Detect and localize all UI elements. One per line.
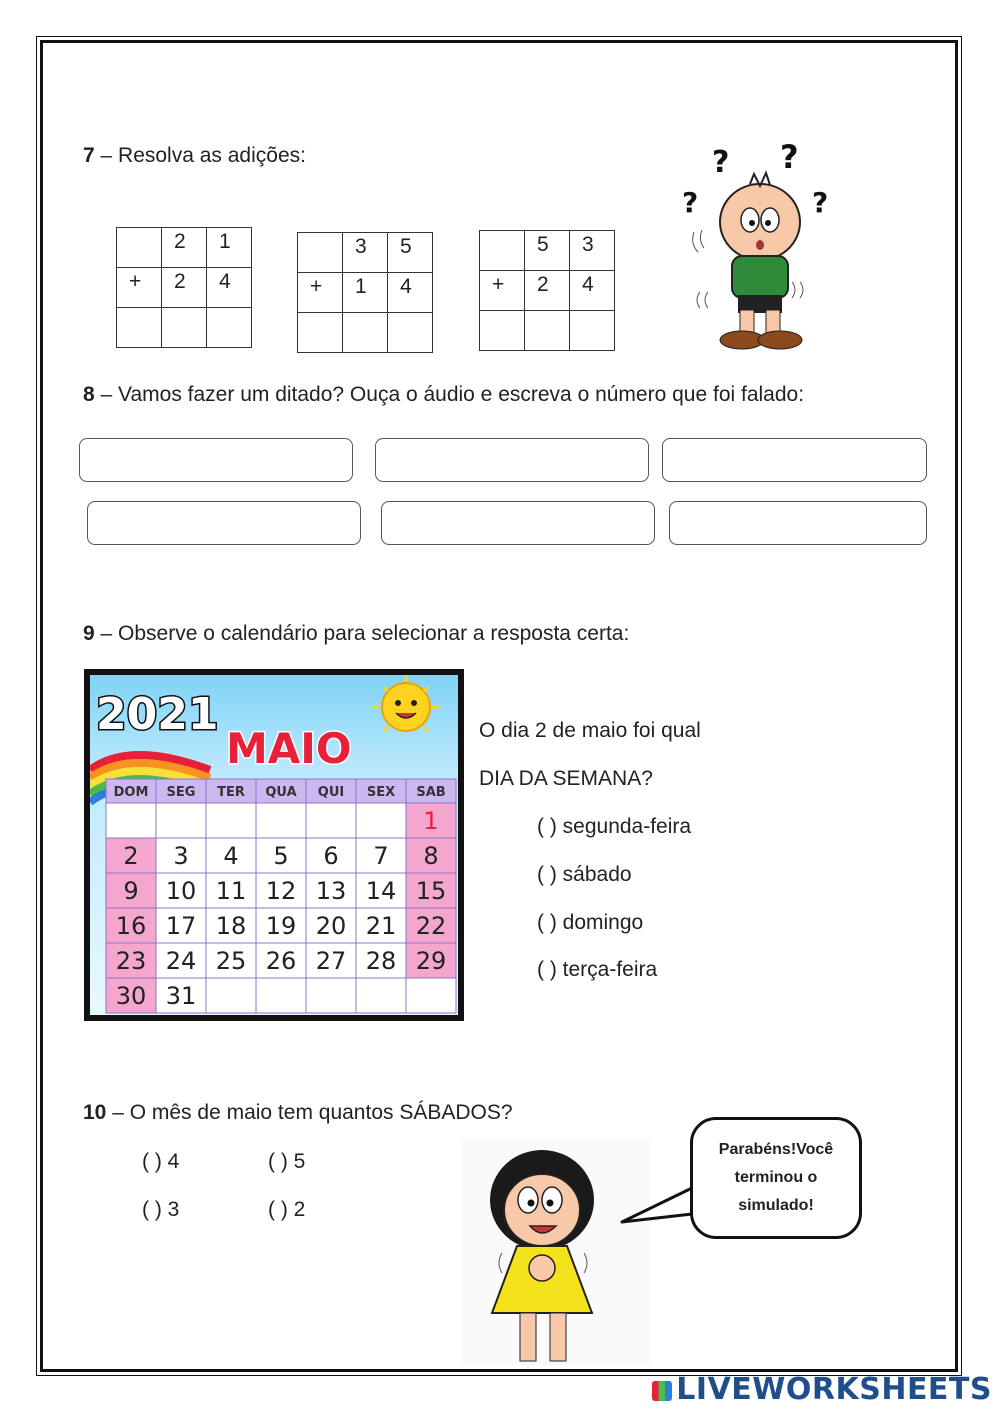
calendar-day-number: 23 <box>115 947 147 975</box>
calendar-day-number: 12 <box>265 877 297 905</box>
calendar-day-number: 28 <box>365 947 397 975</box>
answer-cell[interactable] <box>343 313 388 353</box>
calendar-day-number: 13 <box>315 877 347 905</box>
option-4[interactable]: ( ) 4 <box>142 1150 180 1173</box>
grid-cell: 1 <box>343 273 388 313</box>
calendar-day-number: 29 <box>415 947 447 975</box>
question-10 <box>83 1101 513 1125</box>
grid-cell: 2 <box>162 228 207 268</box>
liveworksheets-logo <box>652 1372 992 1407</box>
dictation-answer-box-1[interactable] <box>79 438 353 482</box>
weekday-label: SEX <box>366 785 396 800</box>
option-5[interactable]: ( ) 5 <box>268 1150 306 1173</box>
calendar-day-number: 11 <box>215 877 247 905</box>
calendar-day-number: 30 <box>115 982 147 1010</box>
calendar-image <box>84 669 464 1021</box>
question-text: – Resolva as adições: <box>94 144 306 167</box>
question-7 <box>83 144 306 168</box>
option-domingo[interactable]: ( ) domingo <box>537 911 644 934</box>
calendar-day-number: 21 <box>365 912 397 940</box>
calendar-day-number: 9 <box>123 877 139 905</box>
svg-text:?: ? <box>780 140 799 176</box>
calendar-day-number: 26 <box>265 947 297 975</box>
calendar-day-number: 6 <box>323 842 339 870</box>
weekday-label: SEG <box>166 785 196 800</box>
answer-cell[interactable] <box>117 308 162 348</box>
calendar-year: 2021 <box>96 689 219 740</box>
calendar-day-number: 20 <box>315 912 347 940</box>
speech-bubble-tail <box>618 1178 698 1228</box>
calendar-day-cell <box>156 803 206 838</box>
calendar-graphic <box>90 675 458 1015</box>
calendar-day-cell <box>356 978 406 1013</box>
option-3[interactable]: ( ) 3 <box>142 1198 180 1221</box>
grid-cell: 4 <box>207 268 252 308</box>
grid-cell: 4 <box>570 271 615 311</box>
addition-grid-1 <box>116 227 252 348</box>
question-number: 8 <box>83 383 95 406</box>
answer-cell[interactable] <box>388 313 433 353</box>
grid-cell: 5 <box>525 231 570 271</box>
calendar-day-cell <box>206 803 256 838</box>
grid-cell: 1 <box>207 228 252 268</box>
answer-cell[interactable] <box>525 311 570 351</box>
calendar-day-number: 5 <box>273 842 289 870</box>
dictation-answer-box-4[interactable] <box>87 501 361 545</box>
calendar-day-number: 17 <box>165 912 197 940</box>
calendar-day-number: 1 <box>423 807 439 835</box>
answer-cell[interactable] <box>480 311 525 351</box>
option-2[interactable]: ( ) 2 <box>268 1198 306 1221</box>
weekday-label: QUI <box>317 785 345 800</box>
calendar-day-number: 8 <box>423 842 439 870</box>
weekday-label: SAB <box>416 785 446 800</box>
calendar-day-number: 15 <box>415 877 447 905</box>
bubble-line-3: simulado! <box>738 1197 814 1214</box>
addition-grid-3 <box>479 230 615 351</box>
svg-text:?: ? <box>682 186 699 219</box>
confused-boy-illustration <box>680 140 840 355</box>
calendar-day-cell <box>256 978 306 1013</box>
calendar-day-cell <box>106 803 156 838</box>
calendar-day-number: 4 <box>223 842 239 870</box>
liveworksheets-brand: LIVEWORKSHEETS <box>676 1372 992 1407</box>
calendar-day-number: 24 <box>165 947 197 975</box>
calendar-day-number: 2 <box>123 842 139 870</box>
svg-text:?: ? <box>712 145 730 180</box>
option-terca-feira[interactable]: ( ) terça-feira <box>537 958 658 981</box>
calendar-day-number: 18 <box>215 912 247 940</box>
svg-text:?: ? <box>812 186 829 219</box>
grid-cell: + <box>298 273 343 313</box>
calendar-day-number: 3 <box>173 842 189 870</box>
calendar-day-number: 22 <box>415 912 447 940</box>
calendar-day-cell <box>256 803 306 838</box>
calendar-day-number: 10 <box>165 877 197 905</box>
calendar-day-cell <box>206 978 256 1013</box>
calendar-day-cell <box>406 978 456 1013</box>
calendar-question-line-1: O dia 2 de maio foi qual <box>479 719 701 742</box>
question-text: – Vamos fazer um ditado? Ouça o áudio e escreva o número que foi falado: <box>94 383 805 406</box>
answer-cell[interactable] <box>570 311 615 351</box>
speech-bubble <box>690 1117 862 1239</box>
calendar-month: MAIO <box>226 724 352 773</box>
happy-girl-illustration <box>462 1138 650 1366</box>
option-sabado[interactable]: ( ) sábado <box>537 863 632 886</box>
answer-cell[interactable] <box>207 308 252 348</box>
option-segunda-feira[interactable]: ( ) segunda-feira <box>537 815 692 838</box>
question-number: 10 <box>83 1101 107 1124</box>
calendar-day-number: 19 <box>265 912 297 940</box>
calendar-day-number: 14 <box>365 877 397 905</box>
question-8 <box>83 383 804 407</box>
bubble-line-2: terminou o <box>734 1169 818 1186</box>
weekday-label: DOM <box>113 785 149 800</box>
grid-cell <box>480 231 525 271</box>
grid-cell: + <box>480 271 525 311</box>
grid-cell: 3 <box>570 231 615 271</box>
answer-cell[interactable] <box>298 313 343 353</box>
weekday-label: TER <box>217 785 245 800</box>
grid-cell: + <box>117 268 162 308</box>
grid-cell: 3 <box>343 233 388 273</box>
calendar-question-line-2: DIA DA SEMANA? <box>479 767 653 790</box>
question-text: – O mês de maio tem quantos SÁBADOS? <box>106 1101 513 1124</box>
grid-cell: 4 <box>388 273 433 313</box>
answer-cell[interactable] <box>162 308 207 348</box>
calendar-day-number: 16 <box>115 912 147 940</box>
grid-cell <box>117 228 162 268</box>
question-9 <box>83 622 629 646</box>
grid-cell <box>298 233 343 273</box>
bubble-line-1: Parabéns!Você <box>718 1141 834 1158</box>
dictation-answer-box-6[interactable] <box>669 501 927 545</box>
calendar-day-cell <box>306 978 356 1013</box>
addition-grid-2 <box>297 232 433 353</box>
calendar-day-number: 27 <box>315 947 347 975</box>
grid-cell: 5 <box>388 233 433 273</box>
grid-cell: 2 <box>162 268 207 308</box>
calendar-day-number: 25 <box>215 947 247 975</box>
question-number: 9 <box>83 622 95 645</box>
dictation-answer-box-2[interactable] <box>375 438 649 482</box>
liveworksheets-icon <box>652 1381 672 1401</box>
question-number: 7 <box>83 144 95 167</box>
calendar-day-cell <box>306 803 356 838</box>
calendar-day-number: 7 <box>373 842 389 870</box>
weekday-label: QUA <box>265 785 297 800</box>
dictation-answer-box-5[interactable] <box>381 501 655 545</box>
calendar-day-number: 31 <box>165 982 197 1010</box>
calendar-day-cell <box>356 803 406 838</box>
grid-cell: 2 <box>525 271 570 311</box>
dictation-answer-box-3[interactable] <box>662 438 927 482</box>
question-text: – Observe o calendário para selecionar a resposta certa: <box>94 622 630 645</box>
